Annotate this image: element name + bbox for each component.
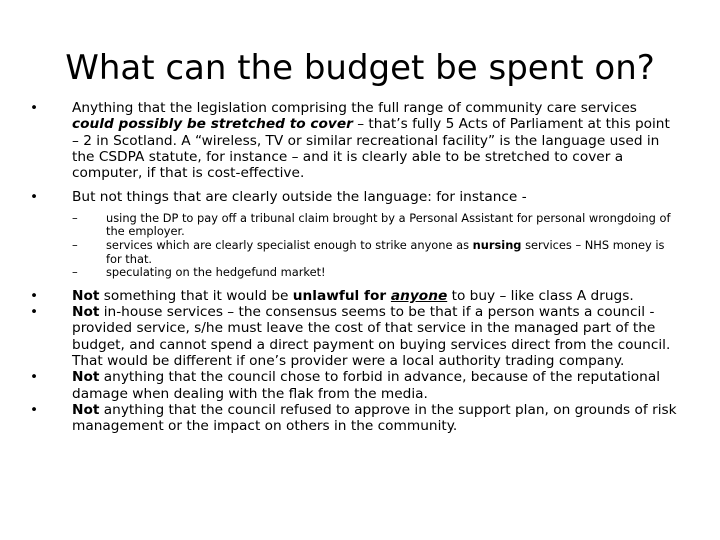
sub-bullet-hedgefund: – speculating on the hedgefund market! [72,266,680,280]
bullet-in-house-not: Not [72,304,100,321]
bullet-legislation [30,100,680,181]
bullet-refused [30,402,680,435]
sub-bullet-nursing [72,239,680,266]
bullet-legislation-tail: – that’s fully 5 Acts of Parliament at this point – 2 in Scotland. A “wireless, TV or similar recreational facility” is the language used in the CSDPA statute, for instance – and it is clearly able to be stretched to cover a computer, if that is cost-effective. [72,116,670,182]
bullet-unlawful-anyone: anyone [390,287,448,304]
bullet-outside-language-text: But not things that are clearly outside the language: for instance - [72,189,527,206]
bullet-outside-language [30,189,680,279]
bullet-forbid-not: Not [72,369,100,386]
bullet-refused-not: Not [72,401,100,418]
sub-bullet-tribunal: – using the DP to pay off a tribunal claim brought by a Personal Assistant for personal wrongdoing of the employer. [72,212,680,239]
bullet-in-house-text: in-house services – the consensus seems to be that if a person wants a council -provided service, s/he must leave the cost of that service in the managed part of the budget, and cannot spend a direct payment on buying services direct from the council. That would be different if one’s provider were a local authority trading company. [72,304,671,369]
bullet-list [30,100,680,434]
bullet-legislation-emphasis: could possibly be stretched to cover [72,116,353,133]
slide-body [30,100,680,434]
bullet-unlawful-bold: unlawful for [292,287,391,304]
bullet-forbid-text: anything that the council chose to forbid in advance, because of the reputational damage when dealing with the flak from the media. [72,369,661,402]
bullet-in-house [30,304,680,369]
sub-bullet-nursing-tail: services – NHS money is for that. [106,237,665,266]
bullet-unlawful-tail: to buy – like class A drugs. [447,287,634,304]
sub-bullet-nursing-bold: nursing [472,237,522,252]
slide-title: What can the budget be spent on? [65,48,655,88]
bullet-unlawful-text: something that it would be [99,287,293,304]
sub-bullet-nursing-text: services which are clearly specialist enough to strike anyone as [106,237,473,252]
bullet-refused-text: anything that the council refused to approve in the support plan, on grounds of risk management or the impact on others in the community. [72,401,677,435]
sub-bullet-list [72,212,680,280]
bullet-forbid [30,369,680,402]
bullet-legislation-text: Anything that the legislation comprising the full range of community care services [72,100,637,116]
bullet-unlawful-not: Not [72,287,100,304]
bullet-unlawful [30,288,680,304]
